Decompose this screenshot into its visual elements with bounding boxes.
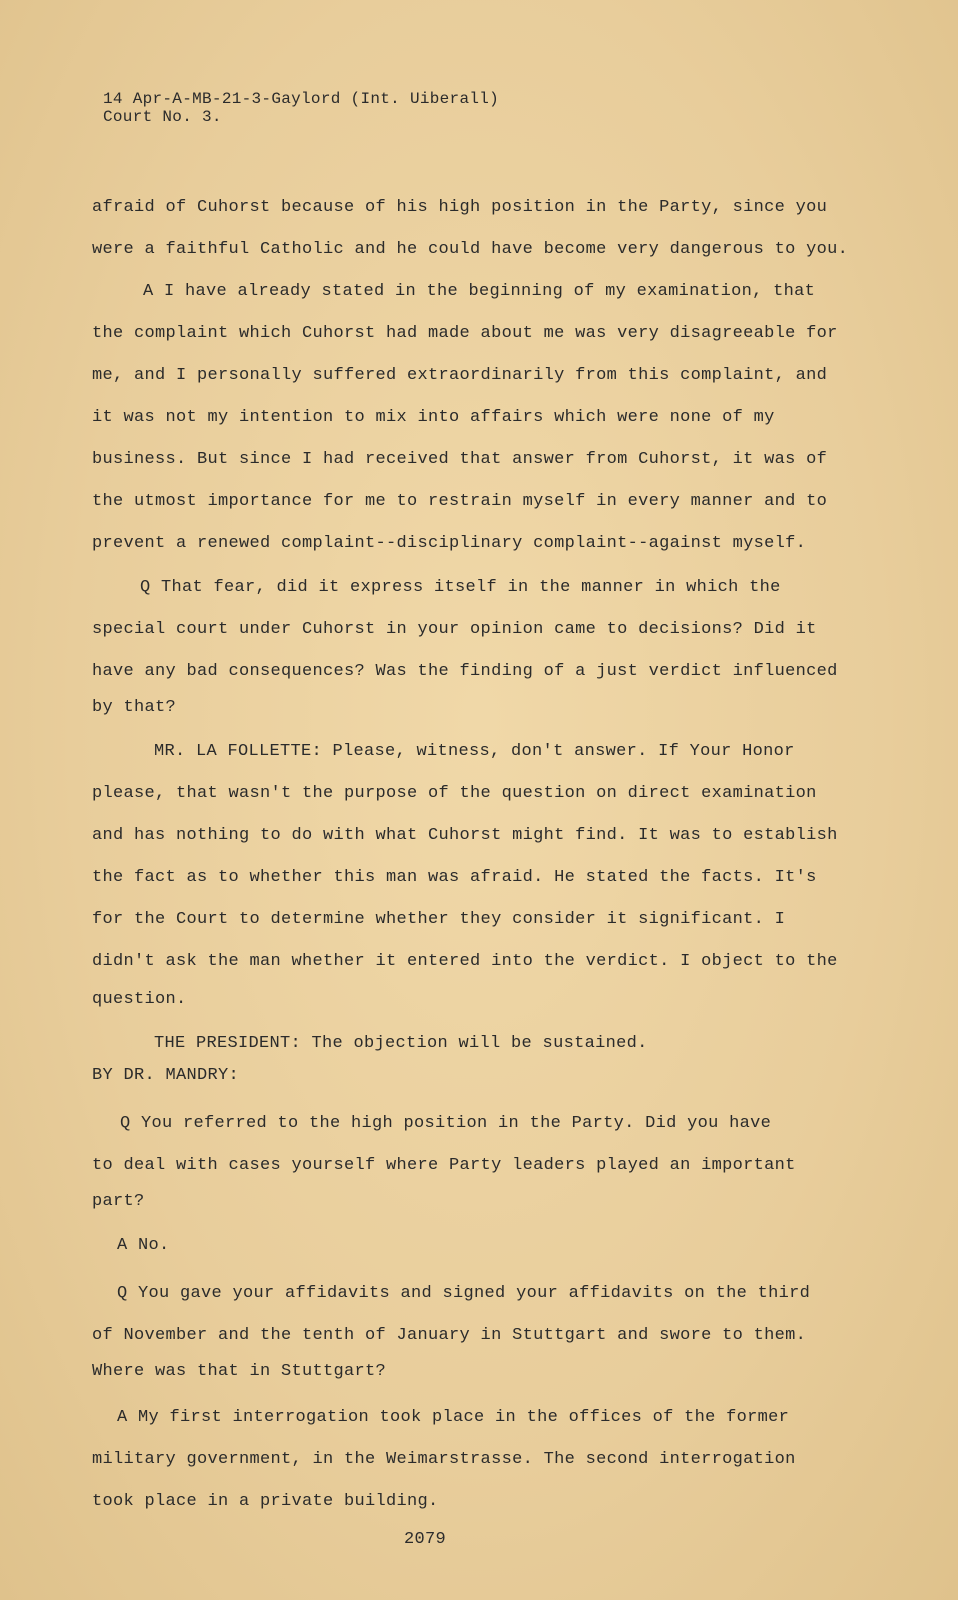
body-line: A My first interrogation took place in the offices of the former (117, 1408, 790, 1427)
body-line: please, that wasn't the purpose of the question on direct examination (92, 784, 817, 803)
body-line: prevent a renewed complaint--disciplinary complaint--against myself. (92, 534, 807, 553)
body-line: of November and the tenth of January in Stuttgart and swore to them. (92, 1326, 807, 1345)
body-line: Where was that in Stuttgart? (92, 1362, 387, 1381)
body-line: A No. (117, 1236, 170, 1255)
header-line-2: Court No. 3. (103, 108, 222, 126)
body-line: me, and I personally suffered extraordinarily from this complaint, and (92, 366, 828, 385)
body-line: didn't ask the man whether it entered into the verdict. I object to the (92, 952, 838, 971)
body-line: and has nothing to do with what Cuhorst might find. It was to establish (92, 826, 838, 845)
body-line: the complaint which Cuhorst had made about me was very disagreeable for (92, 324, 838, 343)
body-line: took place in a private building. (92, 1492, 439, 1511)
header-line-1: 14 Apr-A-MB-21-3-Gaylord (Int. Uiberall) (103, 90, 500, 108)
body-line: THE PRESIDENT: The objection will be sustained. (154, 1034, 648, 1053)
body-line: A I have already stated in the beginning of my examination, that (143, 282, 816, 301)
body-line: have any bad consequences? Was the finding of a just verdict influenced (92, 662, 838, 681)
body-line: part? (92, 1192, 145, 1211)
body-line: BY DR. MANDRY: (92, 1066, 240, 1085)
body-line: question. (92, 990, 187, 1009)
body-line: to deal with cases yourself where Party leaders played an important (92, 1156, 796, 1175)
body-line: the utmost importance for me to restrain myself in every manner and to (92, 492, 828, 511)
body-line: business. But since I had received that answer from Cuhorst, it was of (92, 450, 828, 469)
page-number: 2079 (404, 1530, 447, 1549)
body-line: MR. LA FOLLETTE: Please, witness, don't answer. If Your Honor (154, 742, 795, 761)
body-line: were a faithful Catholic and he could have become very dangerous to you. (92, 240, 849, 259)
body-line: the fact as to whether this man was afraid. He stated the facts. It's (92, 868, 817, 887)
body-line: for the Court to determine whether they consider it significant. I (92, 910, 786, 929)
body-line: Q You referred to the high position in the Party. Did you have (120, 1114, 772, 1133)
body-line: military government, in the Weimarstrasse. The second interrogation (92, 1450, 796, 1469)
body-line: it was not my intention to mix into affairs which were none of my (92, 408, 775, 427)
body-line: Q You gave your affidavits and signed your affidavits on the third (117, 1284, 811, 1303)
body-line: by that? (92, 698, 177, 717)
body-line: Q That fear, did it express itself in the manner in which the (140, 578, 781, 597)
body-line: afraid of Cuhorst because of his high position in the Party, since you (92, 198, 828, 217)
body-line: special court under Cuhorst in your opinion came to decisions? Did it (92, 620, 817, 639)
